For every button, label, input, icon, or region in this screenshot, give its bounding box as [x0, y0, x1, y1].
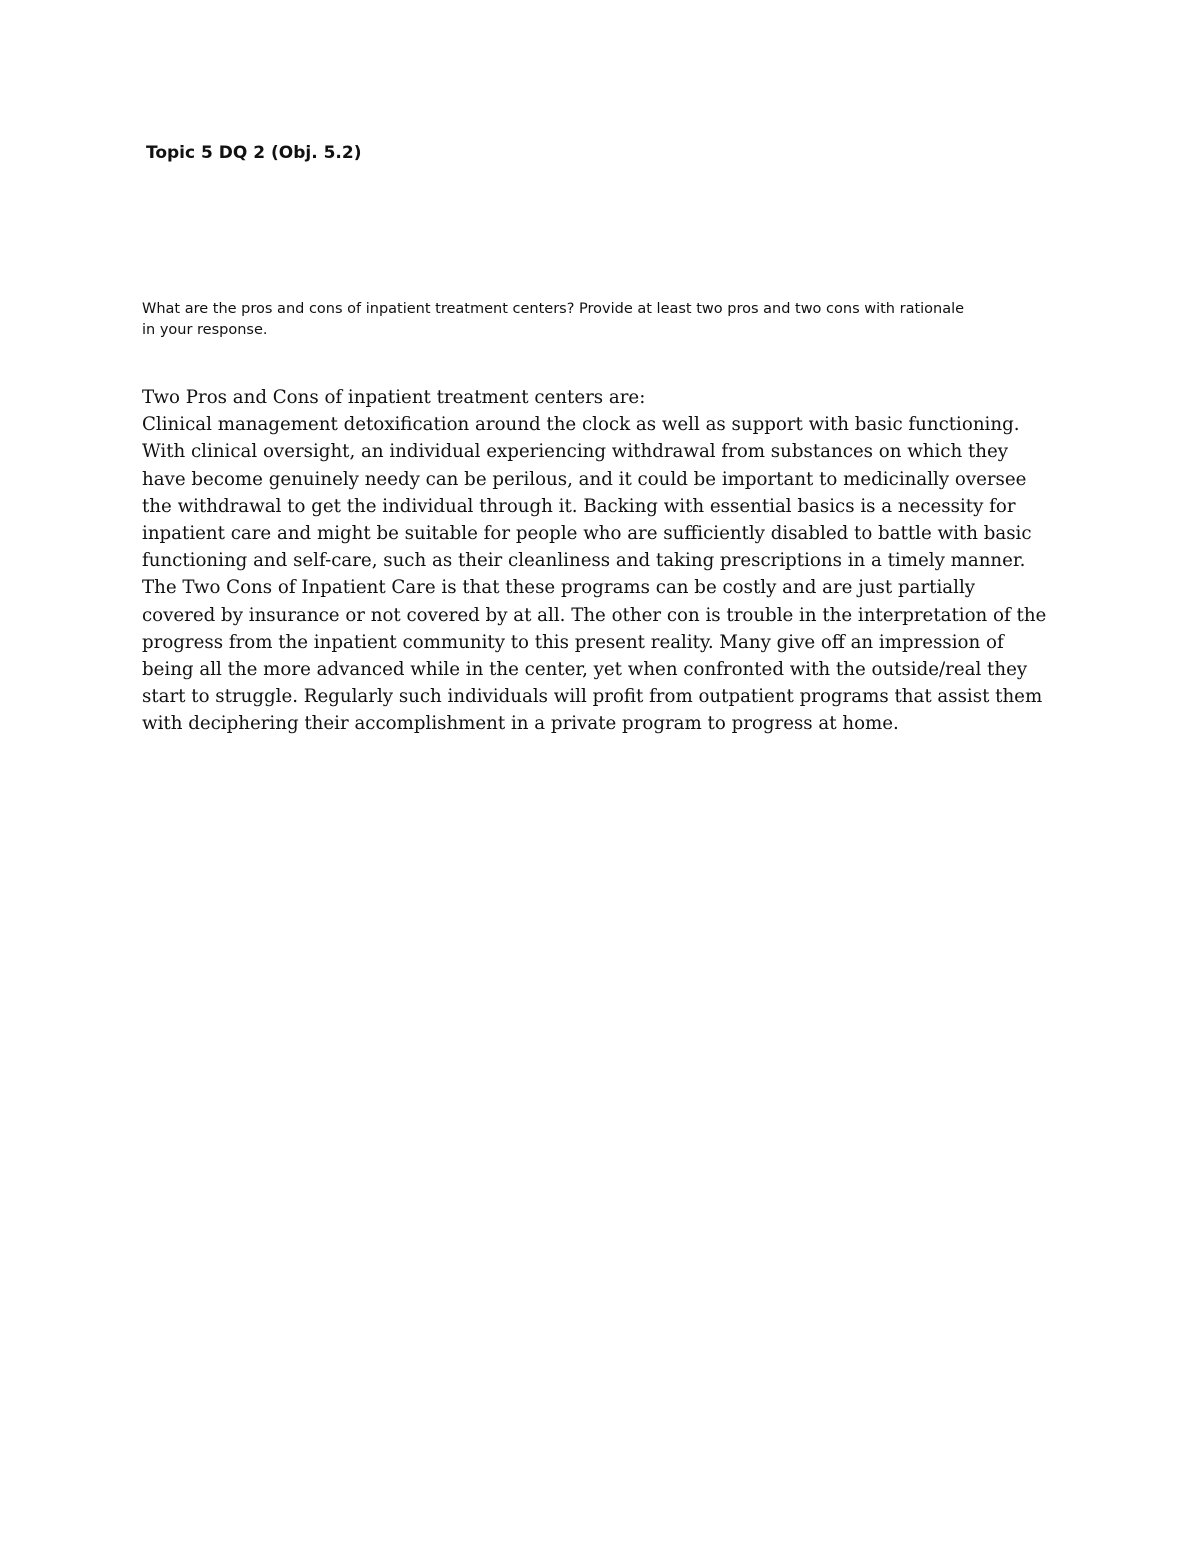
- answer-line: With clinical oversight, an individual experiencing withdrawal from substances on which they: [142, 441, 1009, 463]
- answer-line: have become genuinely needy can be perilous, and it could be important to medicinally oversee: [142, 468, 1027, 490]
- answer-line: functioning and self-care, such as their cleanliness and taking prescriptions in a timely manner.: [142, 550, 1026, 572]
- answer-line: with deciphering their accomplishment in a private program to progress at home.: [142, 713, 899, 735]
- answer-line: covered by insurance or not covered by at all. The other con is trouble in the interpretation of the: [142, 604, 1047, 626]
- document-title: Topic 5 DQ 2 (Obj. 5.2): [146, 143, 362, 163]
- question-line: What are the pros and cons of inpatient treatment centers? Provide at least two pros and two cons with rationale: [142, 301, 965, 317]
- answer-line: The Two Cons of Inpatient Care is that these programs can be costly and are just partially: [142, 577, 976, 599]
- answer-line: Two Pros and Cons of inpatient treatment centers are:: [142, 387, 646, 408]
- answer-body: [142, 384, 1102, 738]
- answer-line: inpatient care and might be suitable for people who are sufficiently disabled to battle with basic: [142, 523, 1032, 545]
- answer-line: Clinical management detoxification around the clock as well as support with basic functioning.: [142, 414, 1020, 436]
- answer-line: being all the more advanced while in the center, yet when confronted with the outside/real they: [142, 659, 1028, 681]
- answer-line: progress from the inpatient community to this present reality. Many give off an impression of: [142, 631, 1004, 653]
- question-line: in your response.: [142, 322, 268, 338]
- discussion-question: [142, 299, 1072, 341]
- answer-line: the withdrawal to get the individual through it. Backing with essential basics is a necessity for: [142, 495, 1016, 517]
- answer-line: start to struggle. Regularly such individuals will profit from outpatient programs that assist them: [142, 686, 1043, 708]
